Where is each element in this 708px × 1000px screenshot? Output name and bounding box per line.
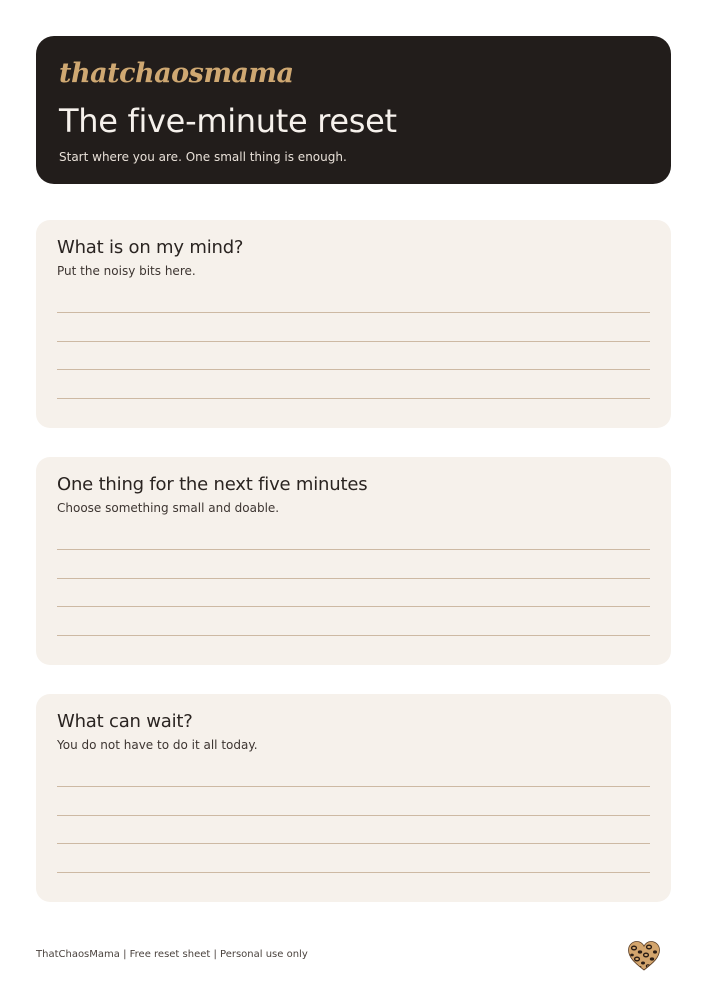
writing-line[interactable] xyxy=(57,635,650,636)
writing-line[interactable] xyxy=(57,549,650,550)
footer-text: ThatChaosMama | Free reset sheet | Personal use only xyxy=(36,949,308,960)
brand-logo: thatchaosmama xyxy=(59,58,294,89)
section-hint: You do not have to do it all today. xyxy=(57,738,258,752)
writing-line[interactable] xyxy=(57,843,650,844)
writing-line[interactable] xyxy=(57,815,650,816)
writing-line[interactable] xyxy=(57,578,650,579)
section-hint: Put the noisy bits here. xyxy=(57,264,196,278)
section-title: What is on my mind? xyxy=(57,237,244,258)
writing-line[interactable] xyxy=(57,312,650,313)
section-card-mind xyxy=(36,220,671,428)
page-title: The five-minute reset xyxy=(59,102,397,140)
writing-line[interactable] xyxy=(57,341,650,342)
header-banner xyxy=(36,36,671,184)
writing-line[interactable] xyxy=(57,872,650,873)
section-card-one-thing xyxy=(36,457,671,665)
writing-line[interactable] xyxy=(57,398,650,399)
section-title: What can wait? xyxy=(57,711,193,732)
section-hint: Choose something small and doable. xyxy=(57,501,280,515)
writing-line[interactable] xyxy=(57,606,650,607)
page-subtitle: Start where you are. One small thing is enough. xyxy=(59,150,347,164)
writing-line[interactable] xyxy=(57,369,650,370)
section-title: One thing for the next five minutes xyxy=(57,474,368,495)
leopard-heart-icon xyxy=(627,940,661,972)
section-card-can-wait xyxy=(36,694,671,902)
writing-line[interactable] xyxy=(57,786,650,787)
